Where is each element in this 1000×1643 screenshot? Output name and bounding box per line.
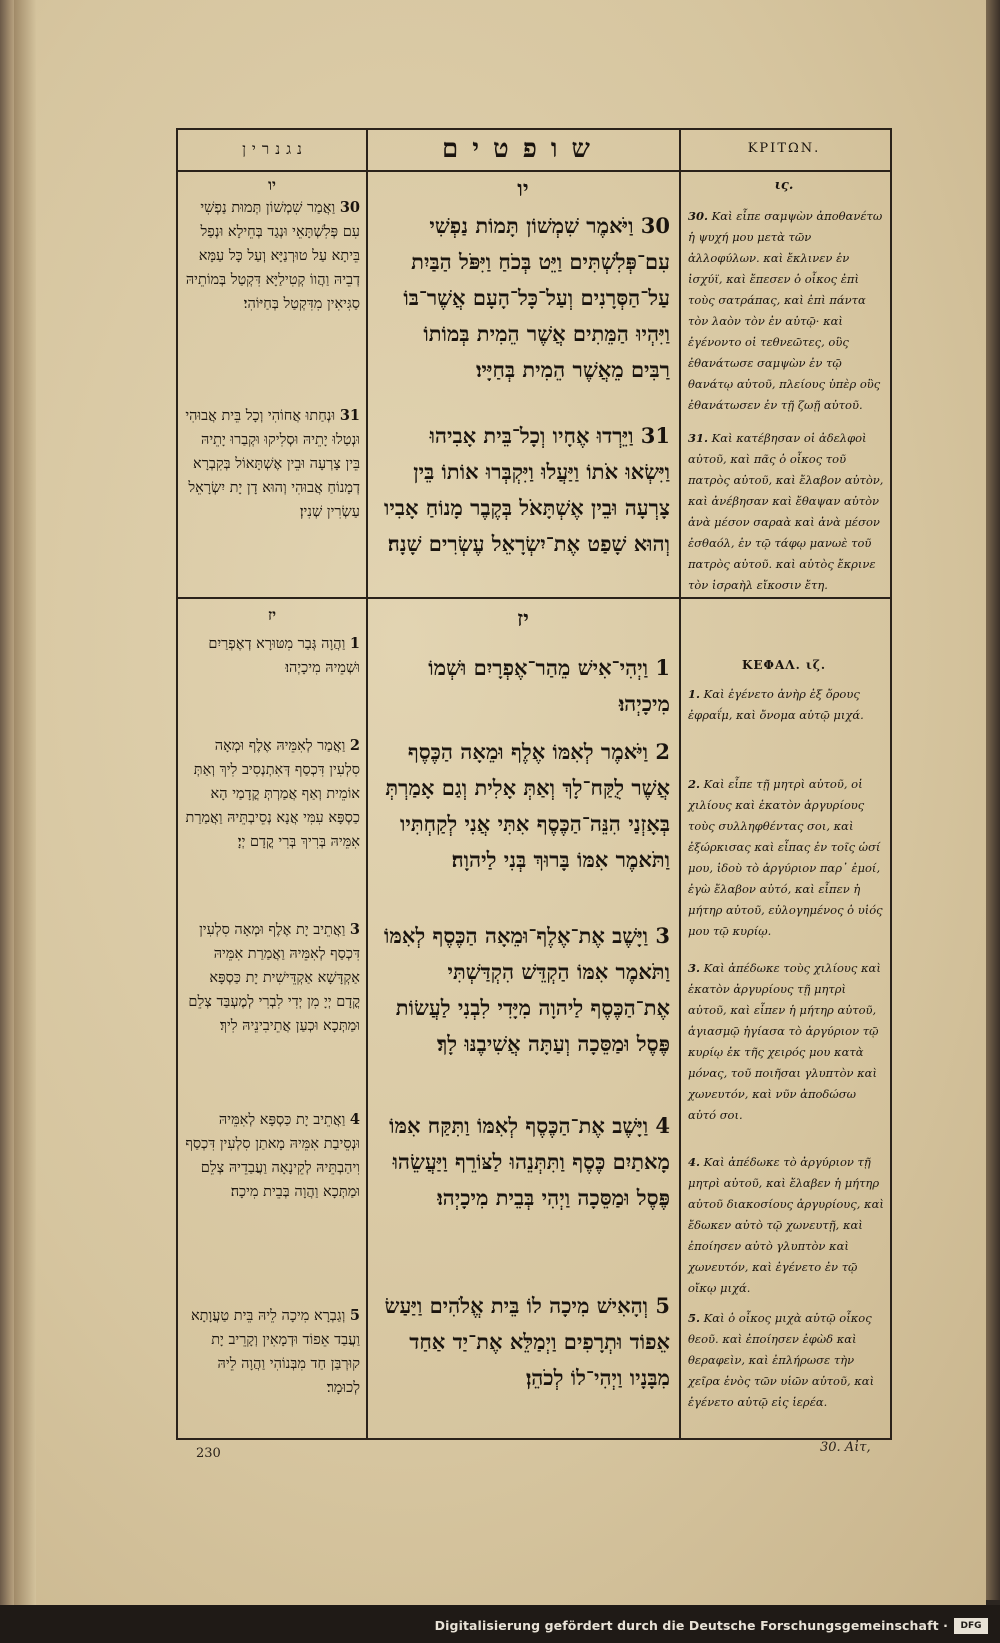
verse-number: 4. [688, 1155, 701, 1169]
verse-text: וַיֹּאמֶר לְאִמּוֹ אֶלֶף וּמֵאָה הַכֶּסֶף אֲשֶׁר לֻקַּח־לָךְ וְאַתְּ אָלִית וְגַם אָמַרְתְּ בְּאָזְנַי הִנֵּה־הַכֶּסֶף אִתִּי אֲנִי לְקַחְתִּיו וַתֹּאמֶר אִמּוֹ בָּרוּךְ בְּנִי לַיהוָה׃ [385, 739, 670, 872]
hebrew-verse-30 [378, 208, 670, 388]
verse-text: וְגַבְרָא מִיכָה לֵיהּ בֵּית טַעֲוָתָא וַעֲבַד אֵפוֹד וּדְמָאִין וְקָרֵיב יָת קוּרְבַּן חַד מִבְּנוֹהִי וַהֲוָה לֵיהּ לְכוּמָר׃ [190, 1308, 360, 1396]
page-number: 230 [196, 1446, 221, 1461]
verse-number: 1 [655, 655, 670, 680]
book-edge-right [986, 0, 1000, 1600]
verse-number: 2. [688, 777, 701, 791]
targum-column-header: נגנרין [242, 140, 308, 158]
chapter-heading-greek-16: ις. [774, 178, 794, 193]
greek-verse-31 [688, 428, 884, 596]
verse-number: 5. [688, 1311, 701, 1325]
verse-number: 1 [349, 635, 360, 652]
verse-number: 3. [688, 961, 701, 975]
catchword: 30. Αἰτ, [820, 1440, 871, 1455]
targum-verse-1 [184, 632, 360, 680]
targum-verse-31 [184, 404, 360, 524]
header-rule [176, 170, 890, 172]
verse-text: וַיְהִי־אִישׁ מֵהַר־אֶפְרָיִם וּשְׁמוֹ מִיכָיְהוּ׃ [428, 655, 670, 716]
verse-text: וַיָּשֶׁב אֶת־אֶלֶף־וּמֵאָה הַכֶּסֶף לְאִמּוֹ וַתֹּאמֶר אִמּוֹ הַקְדֵּשׁ הִקְדַּשְׁתִּי אֶת־הַכֶּסֶף לַיהוָה מִיָּדִי לִבְנִי לַעֲשׂוֹת פֶּסֶל וּמַסֵּכָה וְעַתָּה אֲשִׁיבֶנּוּ לָךְ׃ [384, 923, 670, 1056]
verse-text: וַאֲתֵיב יָת כַּסְפָּא לְאִמֵּיהּ וּנְסֵיבַת אִמֵּיהּ מָאתַן סִלְעִין דִּכְסַף וִיהַבְתֵּיהּ לְקֵינָאָה וַעֲבַדֵיהּ צְלֵם וּמַתְּכָא וַהֲוָה בְּבֵית מִיכָה׃ [185, 1112, 360, 1200]
hebrew-verse-2 [378, 734, 670, 878]
verse-text: וַיָּשֶׁב אֶת־הַכֶּסֶף לְאִמּוֹ וַתִּקַּח אִמּוֹ מָאתַיִם כֶּסֶף וַתִּתְּנֵהוּ לַצּוֹרֵף וַיַּעֲשֵׂהוּ פֶּסֶל וּמַסֵּכָה וַיְהִי בְּבֵית מִיכָיְהוּ׃ [389, 1113, 670, 1210]
chapter-rule [176, 597, 890, 599]
verse-number: 31 [339, 407, 360, 424]
verse-text: Καὶ ὁ οἶκος μιχὰ αὐτῷ οἶκος θεοῦ. καὶ ἐποίησεν ἐφὼδ καὶ θεραφεὶν, καὶ ἐπλήρωσε τὴν χεῖρα ἑνὸς τῶν υἱῶν αὐτοῦ, καὶ ἐγένετο αὐτῷ εἰς ἱερέα. [688, 1311, 875, 1409]
column-rule-left [366, 128, 368, 1438]
hebrew-verse-4 [378, 1108, 670, 1216]
verse-number: 30 [640, 213, 670, 238]
verse-text: Καὶ ἀπέδωκε τὸ ἀργύριον τῇ μητρὶ αὐτοῦ, καὶ ἔλαβεν ἡ μήτηρ αὐτοῦ διακοσίους ἀργυρίους, καὶ ἔδωκεν αὐτὸ τῷ χωνευτῇ, καὶ ἐποίησεν αὐτὸ γλυπτὸν καὶ χωνευτόν, καὶ ἐγένετο ἐν τῷ οἴκῳ μιχά. [688, 1155, 884, 1295]
verse-number: 5 [349, 1307, 360, 1324]
verse-number: 30 [339, 199, 360, 216]
greek-verse-3 [688, 958, 884, 1126]
hebrew-verse-5 [378, 1288, 670, 1396]
verse-number: 30. [688, 209, 709, 223]
verse-text: וַאֲתֵיב יָת אֶלֶף וּמְאָה סִלְעִין דִּכְסַף לְאִמֵּיהּ וַאֲמַרַת אִמֵּיהּ אַקְדָּשָׁא אַקְדֵּישִׁית יָת כַּסְפָּא קֳדָם יְיָ מִן יְדִי לִבְרִי לְמֶעְבַּד צְלֵם וּמַתְּכָא וּכְעַן אֲתֵיבִינֵיהּ לִיךְ׃ [188, 922, 360, 1034]
verse-number: 2 [349, 737, 360, 754]
chapter-heading-hebrew-17: יז [517, 606, 529, 632]
verse-text: Καὶ εἶπε τῇ μητρὶ αὐτοῦ, οἱ χιλίους καὶ ἑκατὸν ἀργυρίους τοὺς συλληφθέντας σοι, καὶ ἐξώρκισας καὶ εἶπας ἐν τοῖς ὠσί μου, ἰδοὺ τὸ ἀργύριον παρ᾽ ἐμοί, ἐγὼ ἔλαβον αὐτό, καὶ εἶπεν ἡ μήτηρ αὐτοῦ, εὐλογημένος ὁ υἱός μου τῷ κυρίῳ. [688, 777, 883, 938]
hebrew-column-header: שופטים [442, 134, 604, 164]
chapter-heading-targum-17: יז [267, 606, 277, 624]
hebrew-verse-31 [378, 418, 670, 562]
verse-number: 31 [640, 423, 670, 448]
digitization-credit: Digitalisierung gefördert durch die Deutsche Forschungsgemeinschaft · [434, 1618, 948, 1633]
greek-verse-30 [688, 206, 884, 416]
greek-verse-1 [688, 684, 884, 726]
verse-number: 1. [688, 687, 701, 701]
greek-column-header: ΚΡΙΤΩΝ. [747, 141, 821, 156]
verse-text: Καὶ ἐγένετο ἀνὴρ ἐξ ὄρους ἐφραΐμ, καὶ ὄνομα αὐτῷ μιχά. [688, 687, 864, 722]
targum-verse-5 [184, 1304, 360, 1400]
verse-text: Καὶ εἶπε σαμψὼν ἀποθανέτω ἡ ψυχή μου μετὰ τῶν ἀλλοφύλων. καὶ ἔκλινεν ἐν ἰσχύϊ, καὶ ἔπεσεν ὁ οἶκος ἐπὶ τοὺς σατράπας, καὶ ἐπὶ πάντα τὸν λαὸν τὸν ἐν αὐτῷ· καὶ ἐγένοντο οἱ τεθνεῶτες, οὓς ἐθανάτωσε σαμψὼν ἐν τῷ θανάτῳ αὐτοῦ, πλείους ὑπὲρ οὓς ἐθανάτωσεν ἐν τῇ ζωῇ αὐτοῦ. [688, 209, 883, 412]
targum-verse-3 [184, 918, 360, 1038]
verse-number: 31. [688, 431, 709, 445]
verse-number: 5 [655, 1293, 670, 1318]
verse-text: וַאֲמַר שִׁמְשׁוֹן תְּמוּת נַפְשִׁי עִם פְּלִשְׁתָּאֵי וּנְגַד בְּחֵילָא וּנְפַל בֵּיתָא עַל טוּרְנַיָּא וְעַל כָּל עַמָּא דְבֵיהּ וַהֲווֹ קְטִילַיָּא דִּקְטַל בְּמוֹתֵיהּ סַגִּיאִין מִדִּקְטַל בְּחַיּוֹהִי׃ [185, 200, 360, 312]
targum-verse-2 [184, 734, 360, 854]
verse-text: Καὶ ἀπέδωκε τοὺς χιλίους καὶ ἑκατὸν ἀργυρίους τῇ μητρὶ αὐτοῦ, καὶ εἶπεν ἡ μήτηρ αὐτοῦ, ἁγιασμῷ ἡγίασα τὸ ἀργύριον τῷ κυρίῳ ἐκ τῆς χειρός μου κατὰ μόνας, τοῦ ποιῆσαι γλυπτὸν καὶ χωνευτόν, καὶ νῦν ἀποδώσω αὐτό σοι. [688, 961, 881, 1122]
verse-text: וְהָאִישׁ מִיכָה לוֹ בֵּית אֱלֹהִים וַיַּעַשׂ אֵפוֹד וּתְרָפִים וַיְמַלֵּא אֶת־יַד אַחַד מִבָּנָיו וַיְהִי־לוֹ לְכֹהֵן׃ [384, 1293, 670, 1390]
dfg-logo: DFG [954, 1618, 988, 1634]
verse-number: 3 [349, 921, 360, 938]
chapter-heading-greek-17: ΚΕΦΑΛ. ιζ. [741, 658, 827, 672]
verse-number: 4 [655, 1113, 670, 1138]
chapter-heading-targum-16: יו [268, 176, 276, 194]
hebrew-verse-3 [378, 918, 670, 1062]
targum-verse-4 [184, 1108, 360, 1204]
verse-number: 3 [655, 923, 670, 948]
verse-text: וַיֵּרְדוּ אֶחָיו וְכָל־בֵּית אָבִיהוּ וַיִּשְׂאוּ אֹתוֹ וַיַּעֲלוּ וַיִּקְבְּרוּ אוֹתוֹ בֵּין צָרְעָה וּבֵין אֶשְׁתָּאֹל בְּקֶבֶר מָנוֹחַ אָבִיו וְהוּא שָׁפַט אֶת־יִשְׂרָאֵל עֶשְׂרִים שָׁנָה׃ [383, 423, 670, 556]
column-rule-right [679, 128, 681, 1438]
verse-text: וּנְחַתוּ אֲחוֹהִי וְכָל בֵּית אֲבוּהִי וּנְטַלוּ יָתֵיהּ וּסְלִיקוּ וּקְבַרוּ יָתֵיהּ בֵּין צָרְעָה וּבֵין אֶשְׁתָּאוֹל בְּקִבְרָא דְמָנוֹחַ אֲבוּהִי וְהוּא דָן יָת יִשְׂרָאֵל עַשְׂרִין שְׁנִין׃ [185, 408, 360, 520]
verse-text: וַאֲמַר לְאִמֵּיהּ אֶלֶף וּמְאָה סִלְעִין דִּכְסַף דְּאִתְנְסִיב לִיךְ וְאַתְּ אוֹמֵית וְאַף אֲמַרְתְּ קֳדָמַי הָא כַסְפָּא עִמִּי אֲנָא נְסֵיבְתֵּיהּ וַאֲמַרַת אִמֵּיהּ בְּרִיךְ בְּרִי קֳדָם יְיָ׃ [185, 738, 360, 850]
verse-text: Καὶ κατέβησαν οἱ ἀδελφοὶ αὐτοῦ, καὶ πᾶς ὁ οἶκος τοῦ πατρὸς αὐτοῦ, καὶ ἔλαβον αὐτὸν, καὶ ἀνέβησαν καὶ ἔθαψαν αὐτὸν ἀνὰ μέσον σαραὰ καὶ ἀνὰ μέσον ἐσθαόλ, ἐν τῷ τάφῳ μανωὲ τοῦ πατρὸς αὐτοῦ. καὶ αὐτὸς ἔκρινε τὸν ἰσραὴλ εἴκοσιν ἔτη. [688, 431, 884, 592]
greek-verse-5 [688, 1308, 884, 1413]
greek-verse-2 [688, 774, 884, 942]
greek-verse-4 [688, 1152, 884, 1299]
chapter-heading-hebrew-16: יו [517, 176, 529, 202]
page-gutter [14, 0, 36, 1605]
verse-text: וַהֲוָה גְּבַר מִטּוּרָא דְאֶפְרַיִם וּשְׁמֵיהּ מִיכָיְהוּ׃ [208, 636, 360, 676]
verse-number: 4 [349, 1111, 360, 1128]
verse-number: 2 [655, 739, 670, 764]
hebrew-verse-1 [378, 650, 670, 722]
targum-verse-30 [184, 196, 360, 316]
verse-text: וַיֹּאמֶר שִׁמְשׁוֹן תָּמוֹת נַפְשִׁי עִם־פְּלִשְׁתִּים וַיֵּט בְּכֹחַ וַיִּפֹּל הַבַּיִת עַל־הַסְּרָנִים וְעַל־כָּל־הָעָם אֲשֶׁר־בּוֹ וַיִּהְיוּ הַמֵּתִים אֲשֶׁר הֵמִית בְּמוֹתוֹ רַבִּים מֵאֲשֶׁר הֵמִית בְּחַיָּיו׃ [403, 213, 670, 382]
